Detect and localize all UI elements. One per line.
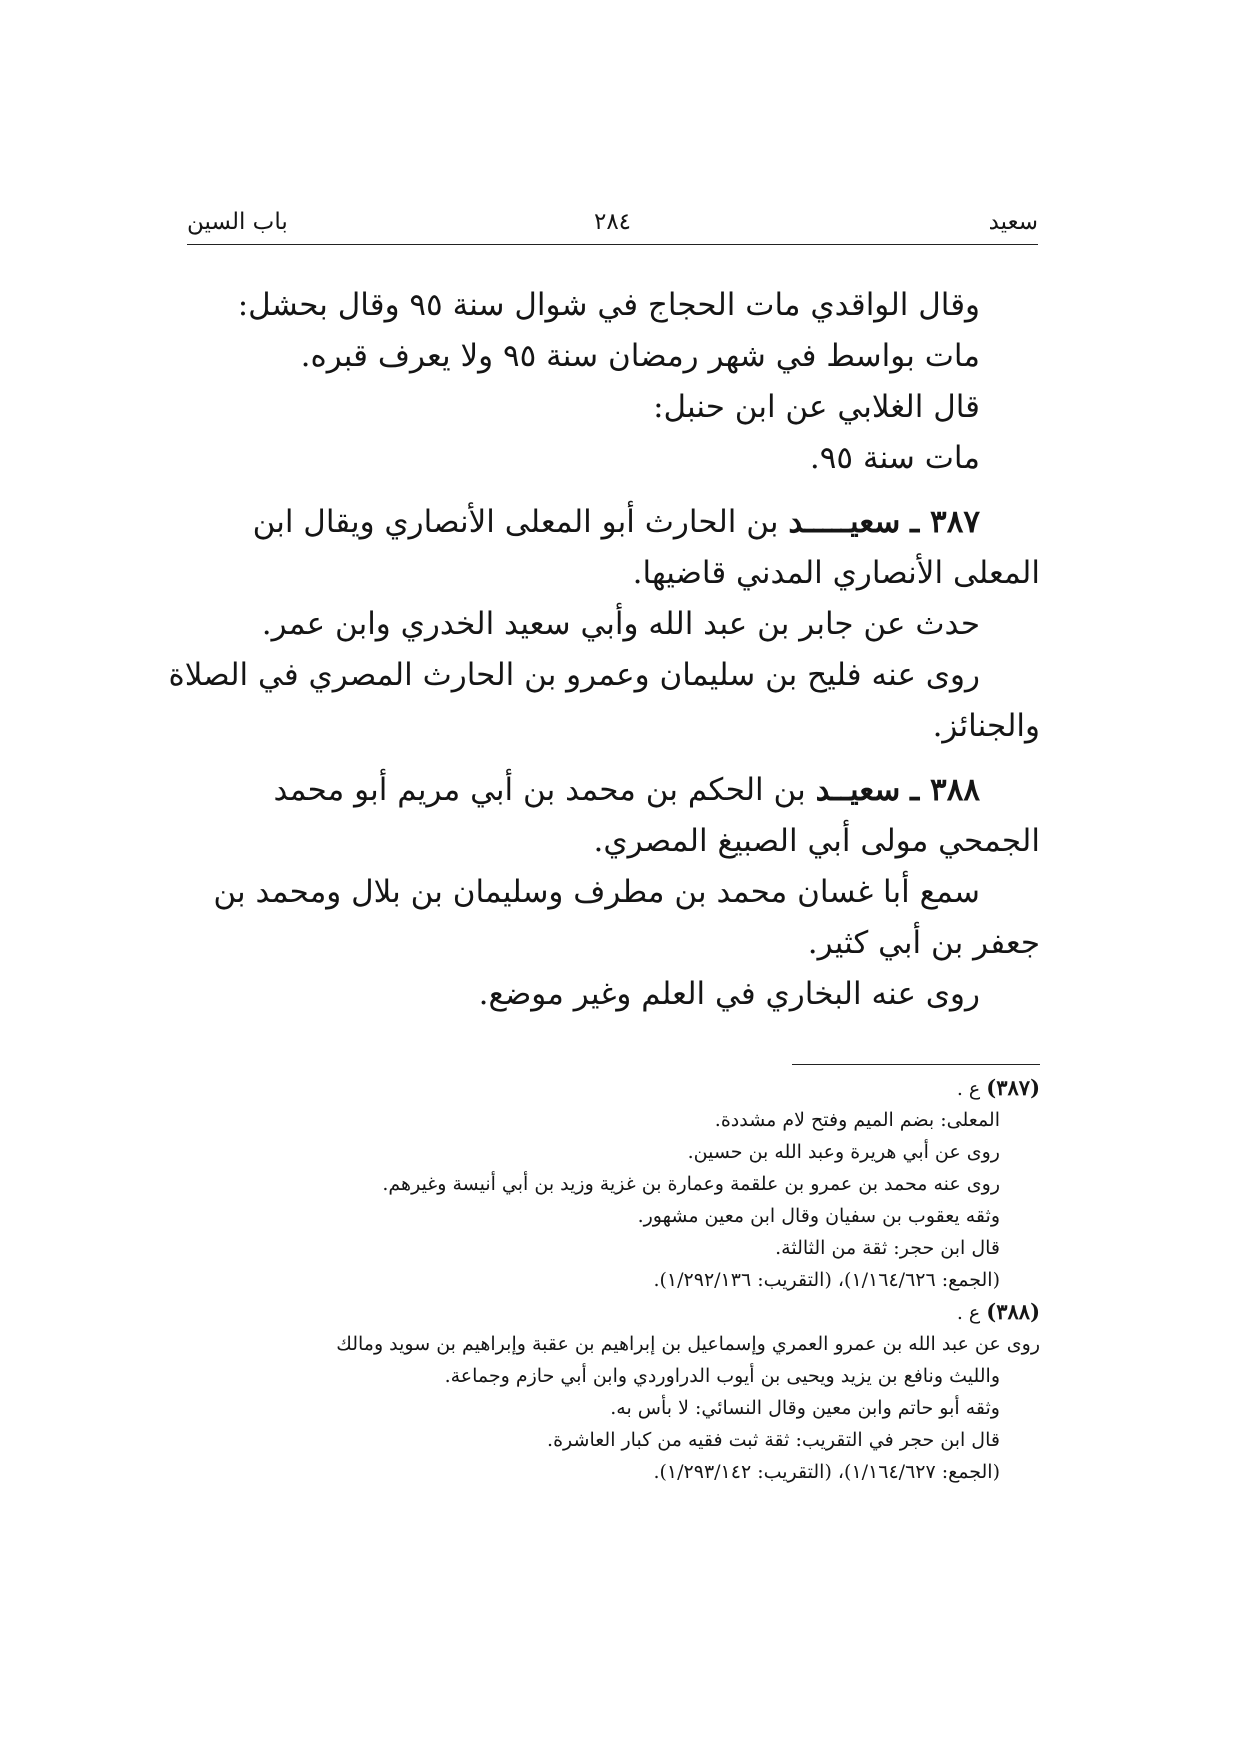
text-line: سمع أبا غسان محمد بن مطرف وسليمان بن بلال ومحمد بن [213,874,980,910]
text-line: مات بواسط في شهر رمضان سنة ٩٥ ولا يعرف قبره. [300,338,980,374]
footnote-387-heading [185,1072,1040,1104]
main-text [168,280,1040,1020]
footnote-line: روى عن عبد الله بن عمرو العمري وإسماعيل بن إبراهيم بن عقبة وإبراهيم بن سويد ومالك [336,1333,1040,1355]
footnote-line: وثقه يعقوب بن سفيان وقال ابن معين مشهور. [637,1205,1000,1227]
entry-number: ٣٨٨ ـ [910,772,980,808]
footnote-rule [792,1064,1040,1065]
footnote-line: قال ابن حجر: ثقة من الثالثة. [775,1237,1000,1259]
entry-heading-text: بن الحارث أبو المعلى الأنصاري ويقال ابن [252,504,789,540]
entry-number: ٣٨٧ ـ [910,504,980,540]
entry-name: سعيــد [815,772,901,808]
footnote-label: (٣٨٨) [986,1299,1040,1324]
entry-388-heading [185,765,1040,816]
text-line: روى عنه البخاري في العلم وغير موضع. [478,976,980,1012]
footnote-symbol: ع . [956,1302,987,1324]
text-line: المعلى الأنصاري المدني قاضيها. [632,555,1040,591]
text-line: قال الغلابي عن ابن حنبل: [653,389,980,425]
header-rule [187,244,1038,245]
footnote-symbol: ع . [956,1078,987,1100]
text-line: والجنائز. [932,708,1040,744]
footnote-line: المعلى: بضم الميم وفتح لام مشددة. [714,1109,1000,1131]
chapter-title: باب السين [187,209,288,235]
text-line: روى عنه فليح بن سليمان وعمرو بن الحارث المصري في الصلاة [168,657,980,693]
footnote-line: قال ابن حجر في التقريب: ثقة ثبت فقيه من كبار العاشرة. [547,1429,1000,1451]
page-number: ٢٨٤ [593,209,632,235]
text-line: مات سنة ٩٥. [809,440,980,476]
footnote-line: والليث ونافع بن يزيد ويحيى بن أيوب الدراوردي وابن أبي حازم وجماعة. [444,1365,1000,1387]
text-line: الجمحي مولى أبي الصبيغ المصري. [593,823,1040,859]
footnote-line: روى عن أبي هريرة وعبد الله بن حسين. [687,1141,1000,1163]
footnote-label: (٣٨٧) [986,1075,1040,1100]
text-line: حدث عن جابر بن عبد الله وأبي سعيد الخدري وابن عمر. [261,606,980,642]
footnote-388-heading [185,1296,1040,1328]
footnote-line: وثقه أبو حاتم وابن معين وقال النسائي: لا بأس به. [610,1397,1000,1419]
text-line: جعفر بن أبي كثير. [807,925,1040,961]
footnote-line: (الجمع: ١/١٦٤/٦٢٧)، (التقريب: ١/٢٩٣/١٤٢). [653,1461,1000,1483]
footnote-line: روى عنه محمد بن عمرو بن علقمة وعمارة بن غزية وزيد بن أبي أنيسة وغيرهم. [382,1173,1000,1195]
page-header [187,206,1038,246]
footnotes [185,1072,1040,1488]
header-entry-word: سعيد [988,209,1038,235]
footnote-line: (الجمع: ١/١٦٤/٦٢٦)، (التقريب: ١/٢٩٢/١٣٦). [653,1269,1000,1291]
entry-heading-text: بن الحكم بن محمد بن أبي مريم أبو محمد [273,772,816,808]
entry-name: سعيـــــد [788,504,901,540]
text-line: وقال الواقدي مات الحجاج في شوال سنة ٩٥ وقال بحشل: [237,287,980,323]
entry-387-heading [185,497,1040,548]
